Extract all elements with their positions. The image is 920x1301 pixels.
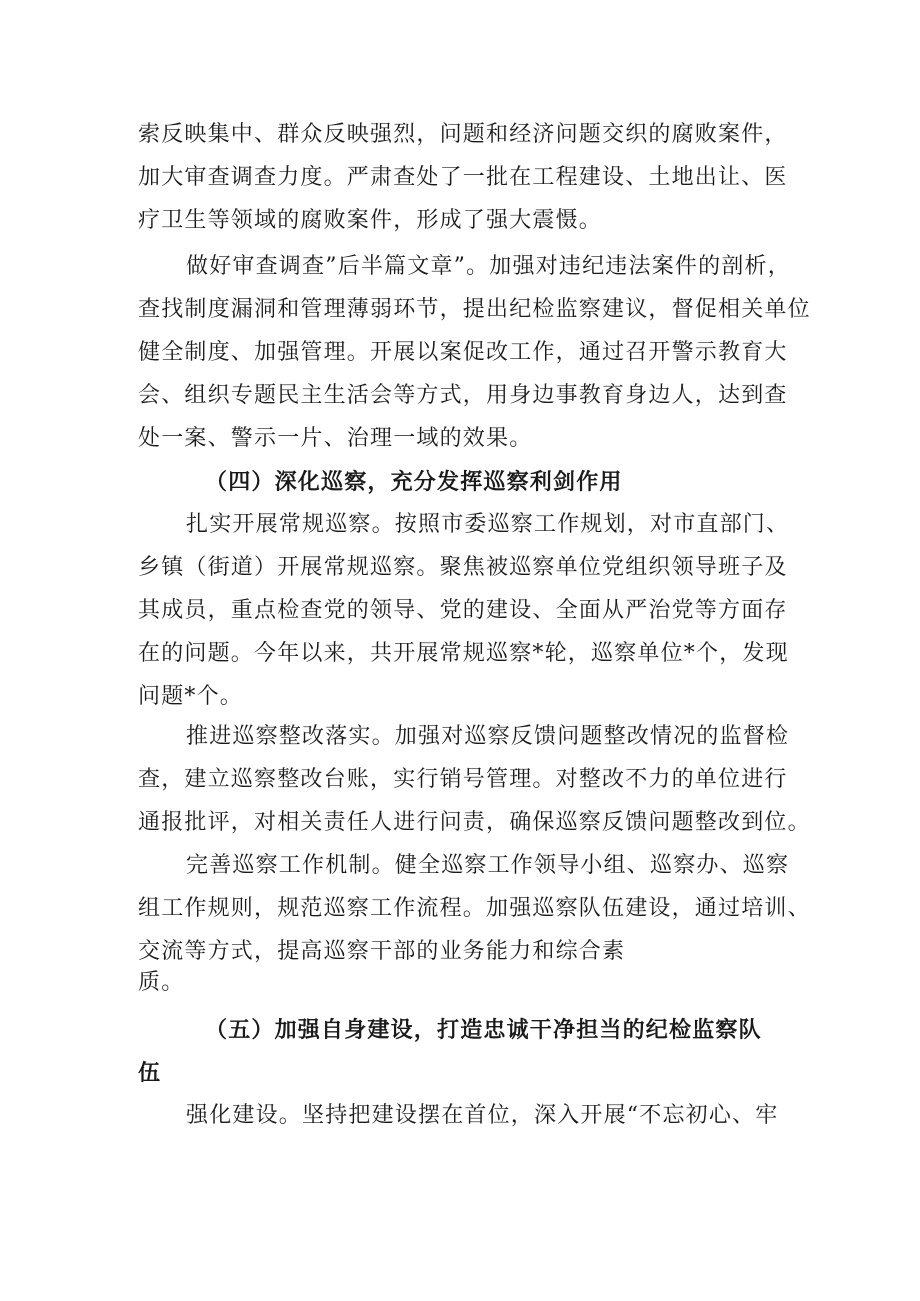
paragraph-line: 疗卫生等领域的腐败案件，形成了强大震慑。 <box>138 208 603 233</box>
paragraph-line: 扎实开展常规巡察。按照市委巡察工作规划，对市直部门、 <box>186 512 790 537</box>
paragraph-line: 组工作规则，规范巡察工作流程。加强巡察队伍建设，通过培训、 <box>138 896 811 921</box>
paragraph-line: 交流等方式，提高巡察干部的业务能力和综合素 <box>138 939 626 964</box>
paragraph-line: 乡镇（街道）开展常规巡察。聚焦被巡察单位党组织领导班子及 <box>138 555 788 580</box>
paragraph-line: 通报批评，对相关责任人进行问责，确保巡察反馈问题整改到位。 <box>138 810 811 835</box>
paragraph-line: 处一案、警示一片、治理一域的效果。 <box>138 426 533 451</box>
paragraph-line: 会、组织专题民主生活会等方式，用身边事教育身边人，达到查 <box>138 383 788 408</box>
paragraph-line: 在的问题。今年以来，共开展常规巡察*轮，巡察单位*个，发现 <box>138 641 789 666</box>
paragraph-line: 健全制度、加强管理。开展以案促改工作，通过召开警示教育大 <box>138 340 788 365</box>
paragraph-line: 索反映集中、群众反映强烈，问题和经济问题交织的腐败案件， <box>138 122 788 147</box>
paragraph-line: 推进巡察整改落实。加强对巡察反馈问题整改情况的监督检 <box>186 724 790 749</box>
paragraph-line: 完善巡察工作机制。健全巡察工作领导小组、巡察办、巡察 <box>186 853 790 878</box>
paragraph-line: 强化建设。坚持把建设摆在首位，深入开展“不忘初心、牢 <box>186 1103 779 1128</box>
section-heading-5: （五）加强自身建设，打造忠诚干净担当的纪检监察队 <box>205 1017 762 1043</box>
paragraph-line: 加大审查调查力度。严肃查处了一批在工程建设、土地出让、医 <box>138 165 788 190</box>
paragraph-line: 查找制度漏洞和管理薄弱环节，提出纪检监察建议，督促相关单位 <box>138 297 811 322</box>
paragraph-line: 查，建立巡察整改台账，实行销号管理。对整改不力的单位进行 <box>138 767 788 792</box>
section-heading-5-continued: 伍 <box>138 1060 162 1086</box>
section-heading-4: （四）深化巡察，充分发挥巡察利剑作用 <box>205 469 623 495</box>
paragraph-line: 其成员，重点检查党的领导、党的建设、全面从严治党等方面存 <box>138 598 788 623</box>
paragraph-line: 问题*个。 <box>138 684 244 709</box>
paragraph-line: 质。 <box>138 970 185 995</box>
paragraph-line: 做好审查调查”后半篇文章”。加强对违纪违法案件的剖析， <box>186 254 791 279</box>
